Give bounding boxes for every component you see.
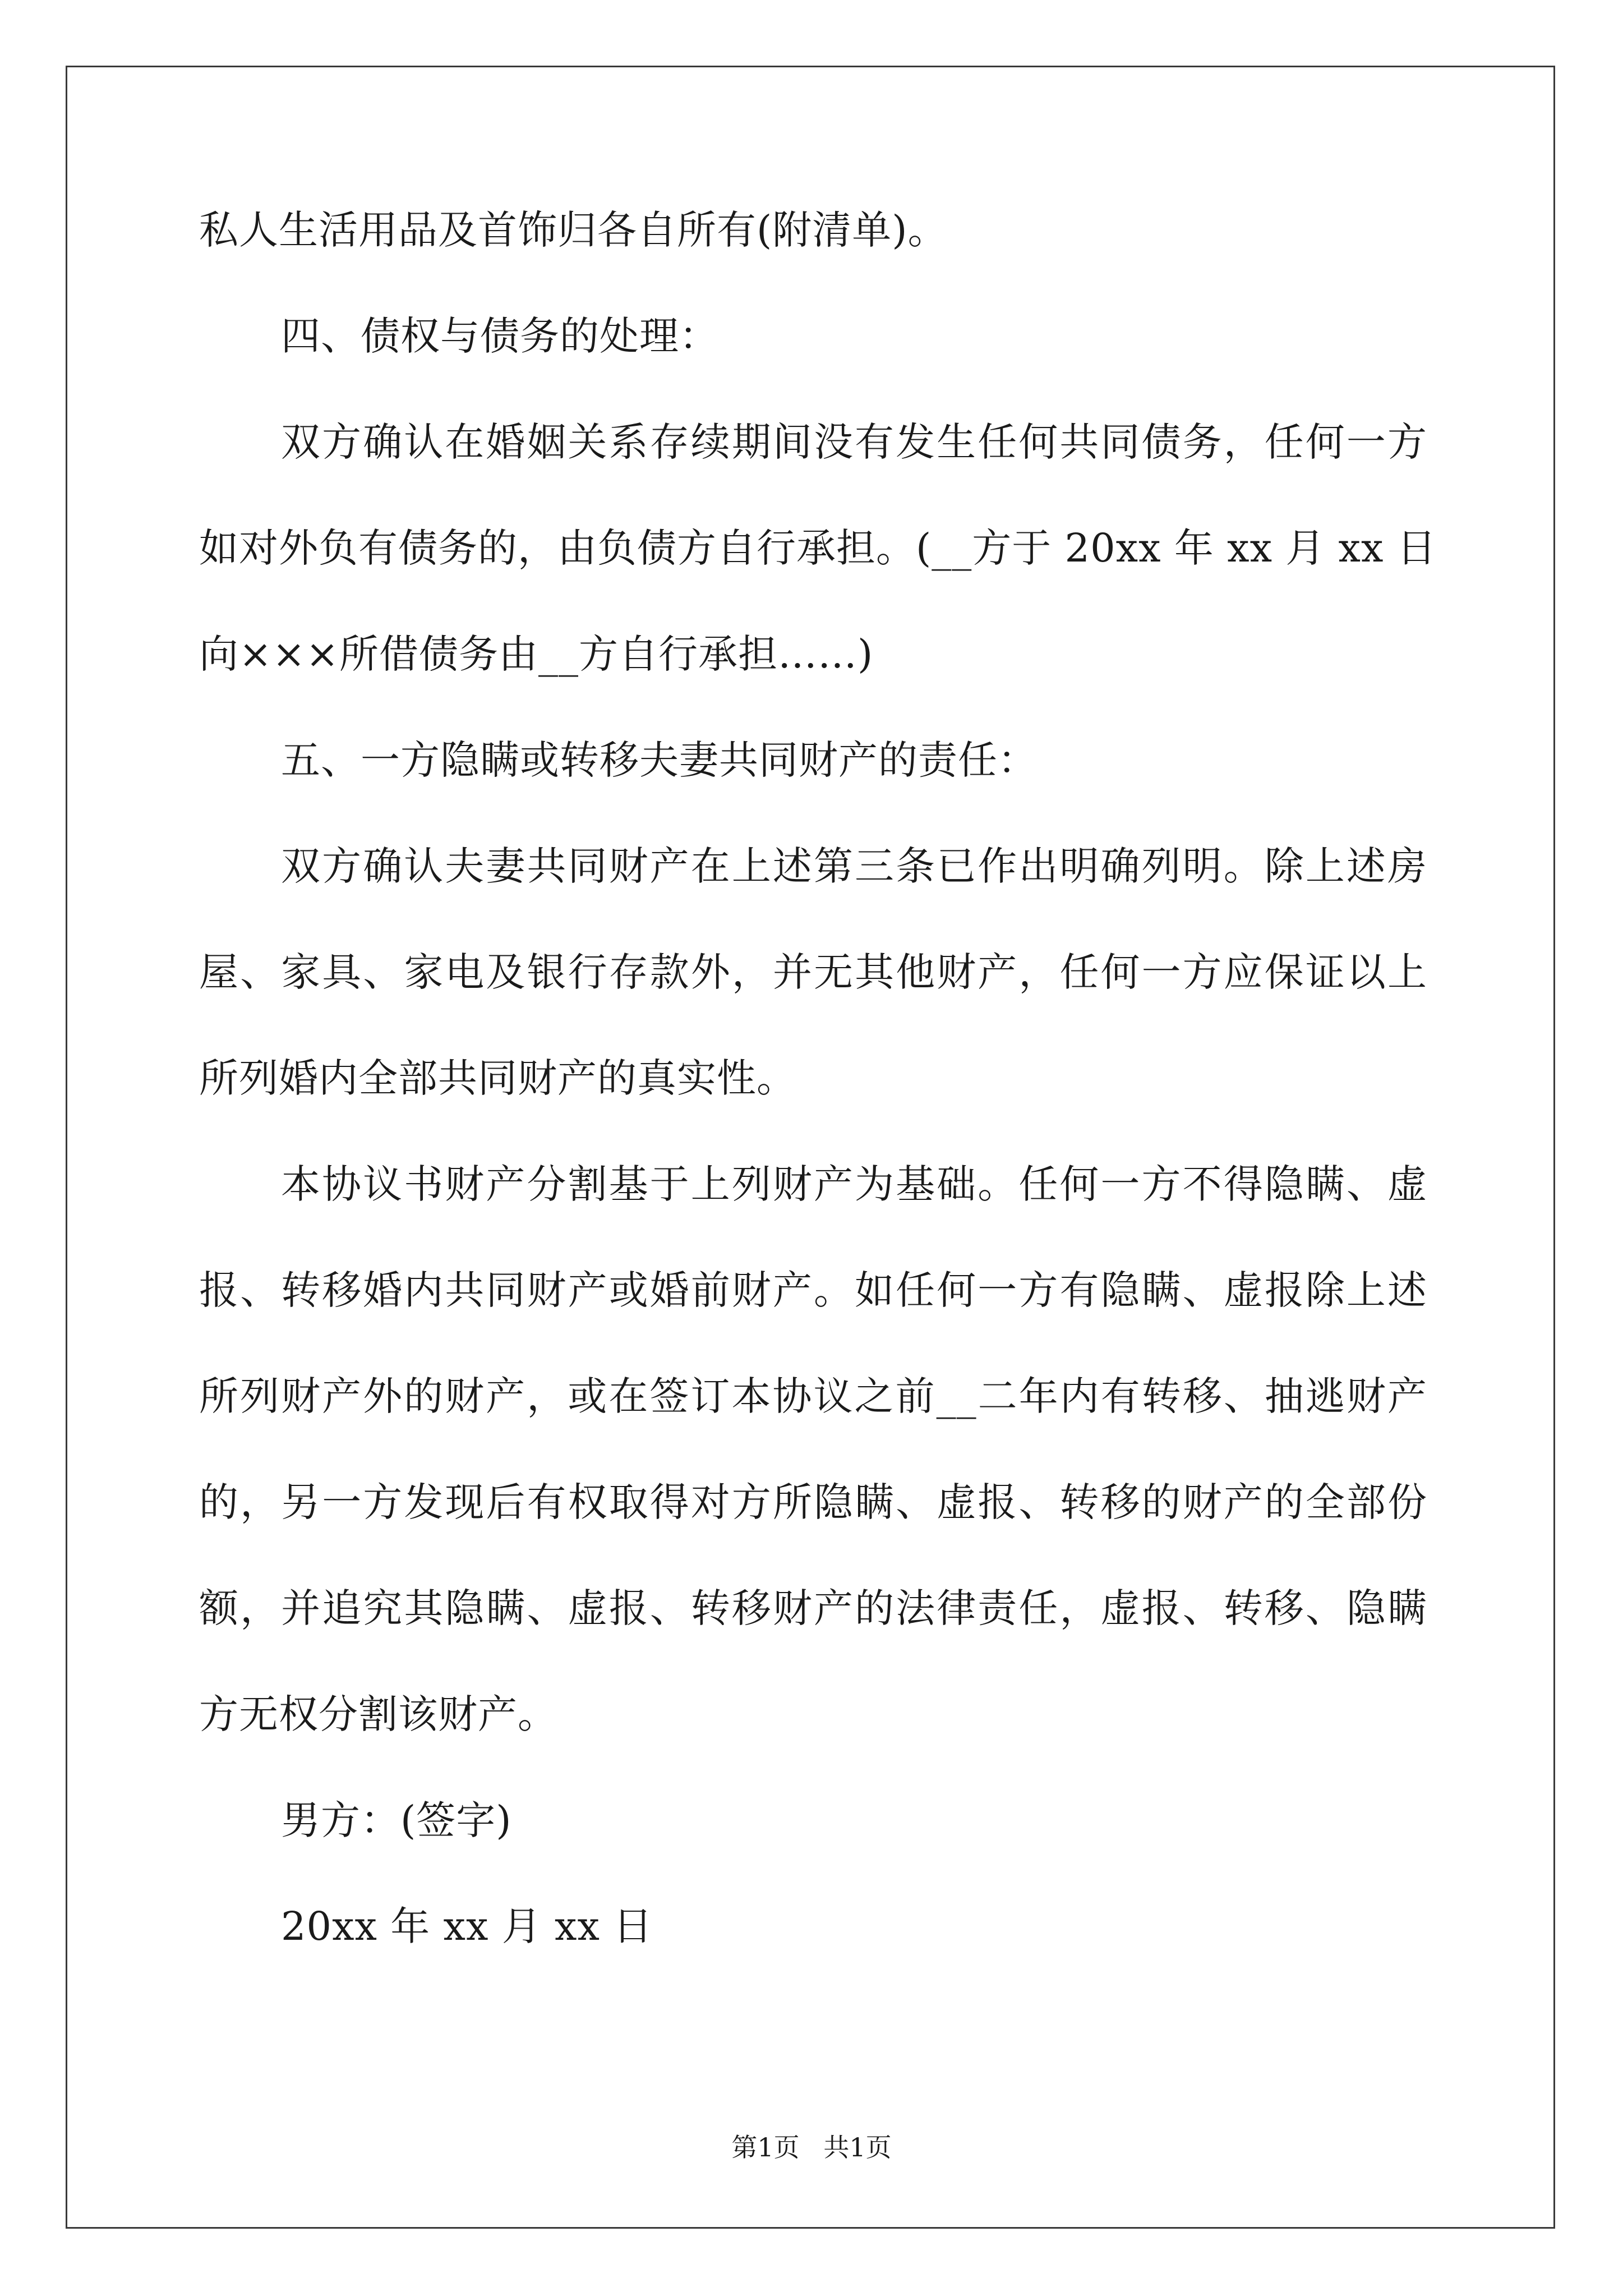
- signature-line: 男方：(签字): [281, 1797, 512, 1843]
- text-line: 额，并追究其隐瞒、虚报、转移财产的法律责任，虚报、转移、隐瞒: [199, 1585, 1427, 1631]
- text-line: 本协议书财产分割基于上列财产为基础。任何一方不得隐瞒、虚: [281, 1161, 1427, 1207]
- text-line: 的，另一方发现后有权取得对方所隐瞒、虚报、转移的财产的全部份: [199, 1479, 1427, 1525]
- text-line: 双方确认在婚姻关系存续期间没有发生任何共同债务，任何一方: [281, 419, 1427, 465]
- text-line: 私人生活用品及首饰归各自所有(附清单)。: [199, 207, 948, 253]
- text-line: 向×××所借债务由__方自行承担……): [199, 631, 874, 677]
- date-line: 20xx 年 xx 月 xx 日: [281, 1903, 653, 1949]
- text-line: 方无权分割该财产。: [199, 1691, 557, 1737]
- text-line: 双方确认夫妻共同财产在上述第三条已作出明确列明。除上述房: [281, 843, 1427, 889]
- text-line: 报、转移婚内共同财产或婚前财产。如任何一方有隐瞒、虚报除上述: [199, 1267, 1427, 1313]
- text-line: 所列财产外的财产，或在签订本协议之前__二年内有转移、抽逃财产: [199, 1373, 1427, 1419]
- page-number: 第1页: [731, 2132, 800, 2162]
- text-line: 屋、家具、家电及银行存款外，并无其他财产，任何一方应保证以上: [199, 949, 1427, 995]
- document-body: [199, 207, 1437, 2010]
- text-line: 五、一方隐瞒或转移夫妻共同财产的责任：: [281, 737, 1038, 783]
- text-line: 所列婚内全部共同财产的真实性。: [199, 1055, 796, 1101]
- text-line: 四、债权与债务的处理：: [281, 313, 719, 359]
- page-total: 共1页: [823, 2132, 892, 2162]
- text-line: 如对外负有债务的，由负债方自行承担。(__方于 20xx 年 xx 月 xx 日: [199, 525, 1437, 571]
- page-footer: [0, 2132, 1623, 2163]
